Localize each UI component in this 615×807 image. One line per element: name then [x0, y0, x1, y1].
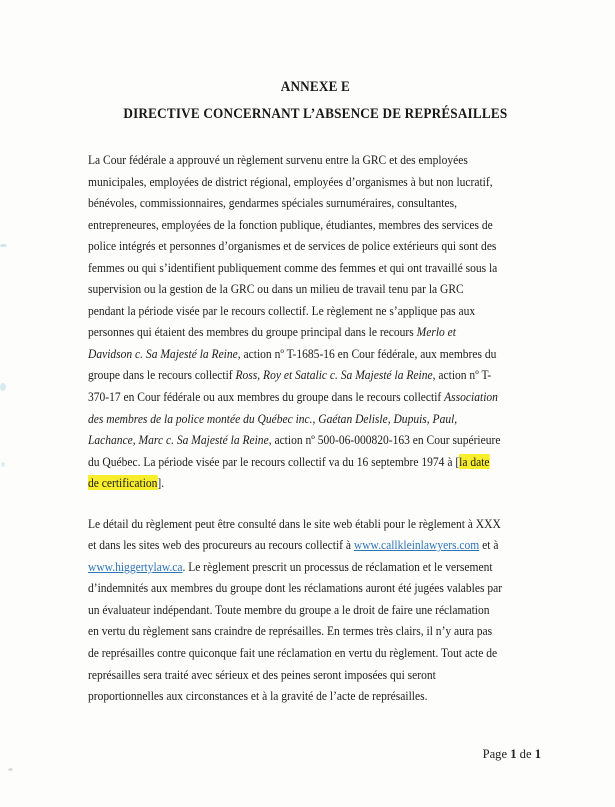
text-segment: et à	[479, 538, 499, 553]
text-line	[88, 150, 543, 172]
text-line	[88, 301, 543, 323]
case-citation-italic: Davidson c. Sa Majesté la Reine	[88, 346, 238, 361]
text-segment: en vertu du règlement sans craindre de représailles. En termes très clairs, il n’y aura pas	[88, 624, 493, 639]
text-segment: . Le règlement prescrit un processus de réclamation et le versement	[182, 559, 493, 574]
scan-artifact	[1, 462, 5, 467]
text-line	[88, 236, 543, 258]
text-line	[88, 365, 543, 387]
case-citation-italic: des membres de la police montée du Québec inc., Gaétan Delisle, Dupuis, Paul,	[88, 411, 458, 426]
text-segment: et dans les sites web des procureurs au recours collectif à	[88, 538, 354, 553]
text-line	[88, 409, 543, 431]
text-line	[88, 514, 543, 536]
text-segment: groupe dans le recours collectif	[88, 368, 236, 383]
page-number: 1	[510, 747, 517, 761]
footer-text: Page	[482, 747, 511, 761]
text-segment: d’indemnités aux membres du groupe dont les réclamations auront été jugées valables par	[88, 581, 503, 596]
text-segment: Le détail du règlement peut être consulté dans le site web établi pour le règlement à XXX	[88, 516, 501, 531]
text-line	[88, 172, 543, 194]
text-segment: représailles sera traité avec sérieux et des peines seront imposées qui seront	[88, 667, 436, 682]
text-line	[88, 621, 543, 643]
text-segment: , action nº T-	[432, 368, 492, 383]
case-citation-italic: Merlo et	[416, 325, 457, 340]
hyperlink[interactable]: www.callkleinlawyers.com	[353, 538, 480, 553]
highlighted-text: de certification	[88, 476, 158, 491]
annex-title: ANNEXE E	[280, 79, 351, 95]
scan-artifact	[0, 383, 6, 391]
text-segment: La Cour fédérale a approuvé un règlement survenu entre la GRC et des employées	[88, 153, 468, 167]
case-citation-italic: Ross, Roy et Satalic c. Sa Majesté la Reine	[235, 368, 433, 383]
paragraph-detail-reglement	[88, 514, 543, 708]
directive-title: DIRECTIVE CONCERNANT L’ABSENCE DE REPRÉSAILLES	[123, 106, 508, 122]
text-line	[88, 600, 543, 622]
page-footer	[483, 747, 541, 762]
text-segment: , action nº T-1685-16 en Cour fédérale, aux membres du	[237, 346, 497, 361]
text-line	[88, 557, 543, 579]
case-citation-italic: Lachance, Marc c. Sa Majesté la Reine	[88, 433, 269, 448]
text-line	[88, 215, 543, 237]
text-line	[88, 665, 543, 687]
text-line	[88, 279, 543, 301]
page-number: 1	[534, 747, 541, 761]
text-segment: municipales, employées de district régional, employées d’organismes à but non lucratif,	[88, 174, 493, 189]
text-segment: pendant la période visée par le recours collectif. Le règlement ne s’applique pas aux	[88, 303, 476, 318]
text-line	[88, 686, 543, 708]
text-segment: du Québec. La période visée par le recours collectif va du 16 septembre 1974 à [	[88, 454, 460, 469]
document-content	[88, 80, 543, 708]
text-segment: supervision ou la gestion de la GRC ou dans un milieu de travail tenu par la GRC	[88, 282, 464, 297]
paragraphs-container	[88, 150, 543, 708]
text-segment: entrepreneures, employées de la fonction publique, étudiantes, membres des services de	[88, 217, 493, 232]
text-line	[88, 258, 543, 280]
text-line	[88, 430, 543, 452]
highlighted-text: la date	[459, 454, 490, 469]
text-line	[88, 452, 543, 474]
text-segment: police intégrés et personnes d’organismes et de services de police extérieurs qui sont des	[88, 239, 497, 254]
scan-artifact	[0, 244, 7, 247]
scan-artifact	[8, 768, 13, 771]
text-segment: de représailles contre quiconque fait une réclamation en vertu du règlement. Tout acte de	[88, 646, 498, 661]
text-line	[88, 387, 543, 409]
text-segment: proportionnelles aux circonstances et à la gravité de l’acte de représailles.	[88, 689, 428, 704]
paragraph-reglement	[88, 150, 543, 495]
case-citation-italic: Association	[444, 390, 498, 405]
text-line	[88, 643, 543, 665]
text-segment: un évaluateur indépendant. Toute membre du groupe a le droit de faire une réclamation	[88, 602, 490, 617]
text-line	[88, 578, 543, 600]
text-line	[88, 535, 543, 557]
text-line	[88, 322, 543, 344]
text-segment: femmes ou qui s’identifient publiquement comme des femmes et qui ont travaillé sous la	[88, 260, 498, 275]
text-segment: bénévoles, commissionnaires, gendarmes spéciales surnuméraires, consultantes,	[88, 196, 457, 211]
footer-text: de	[516, 747, 535, 761]
text-segment: ].	[157, 476, 165, 491]
hyperlink[interactable]: www.higgertylaw.ca	[88, 559, 183, 574]
text-segment: personnes qui étaient des membres du groupe principal dans le recours	[88, 325, 417, 340]
text-segment: 370-17 en Cour fédérale ou aux membres du groupe dans le recours collectif	[88, 390, 445, 405]
text-line	[88, 473, 543, 495]
text-segment: , action nº 500-06-000820-163 en Cour supérieure	[268, 433, 501, 448]
text-line	[88, 344, 543, 366]
text-line	[88, 193, 543, 215]
